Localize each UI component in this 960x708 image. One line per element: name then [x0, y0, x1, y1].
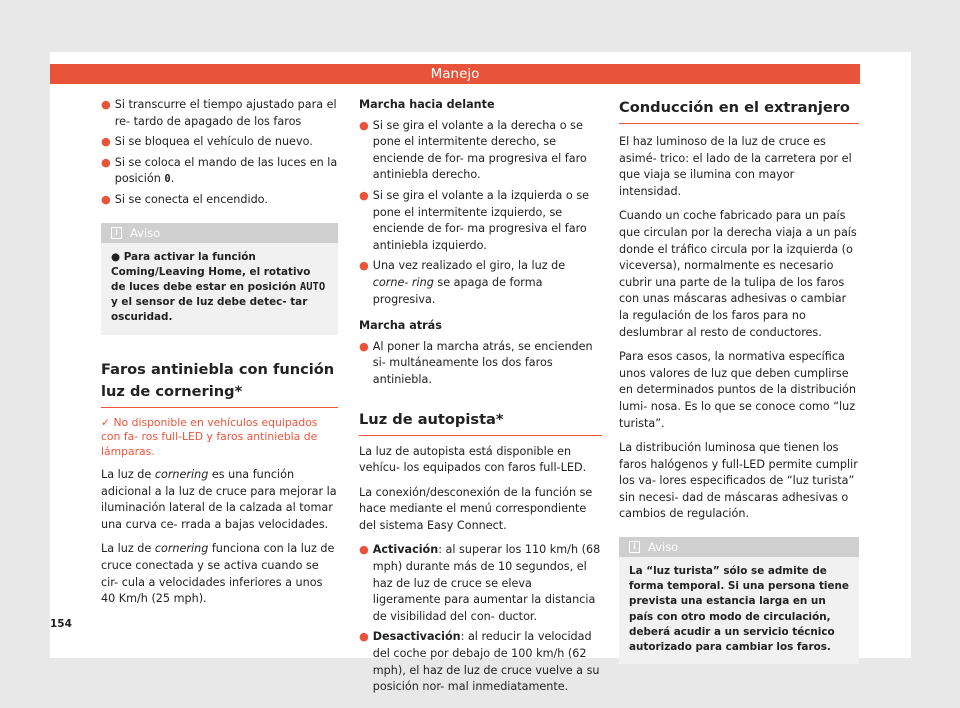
- notice-text: La “luz turista” sólo se admite de forma temporal. Si una persona tiene prevista una estancia larga en un país con otro modo de circulación, deberá acudir a un servicio técnico autorizado para cambiar los faros.: [629, 565, 849, 654]
- switch-position-symbol: 0: [164, 173, 171, 186]
- bullet-icon: ●: [101, 135, 111, 149]
- list-item: ● Activación: al superar los 110 km/h (68 mph) durante más de 10 segundos, el haz de luz de cruce se eleva ligeramente para aumentar la distancia de visibilidad del con- ductor.: [359, 542, 602, 625]
- paragraph: La luz de cornering es una función adicional a la luz de cruce para mejorar la iluminación lateral de la calzada al tomar una curva ce- rrada a bajas velocidades.: [101, 468, 337, 531]
- section-heading: Luz de autopista*: [359, 409, 602, 436]
- notice-text: ● Para activar la función Coming/Leaving Home, el rotativo de luces debe estar en posición AUTO y el sensor de luz debe detec- tar oscuridad.: [111, 250, 326, 324]
- column-3: [619, 97, 859, 664]
- bullet-icon: ●: [359, 339, 369, 353]
- bullet-icon: ●: [359, 630, 369, 644]
- section-heading: Conducción en el extranjero: [619, 97, 859, 124]
- list-item: ● Si transcurre el tiempo ajustado para el re- tardo de apagado de los faros: [101, 97, 338, 130]
- bullet-icon: ●: [359, 259, 369, 273]
- column-2: [359, 97, 602, 700]
- paragraph: La luz de cornering funciona con la luz de cruce conectada y se activa cuando se cir- cula a velocidades inferiores a unos 40 Km/h (25 mph).: [101, 542, 335, 606]
- list-item: ● Si se gira el volante a la derecha o se pone el intermitente derecho, se enciende de for- ma progresiva el faro antiniebla derecho.: [359, 118, 602, 184]
- list-item: ● Al poner la marcha atrás, se encienden si- multáneamente los dos faros antiniebla.: [359, 339, 602, 389]
- paragraph: La luz de autopista está disponible en vehícu- los equipados con faros full-LED.: [359, 444, 587, 475]
- bullet-icon: ●: [359, 188, 369, 202]
- list-item: ● Si se conecta el encendido.: [101, 192, 338, 209]
- list-item: ● Una vez realizado el giro, la luz de corne- ring se apaga de forma progresiva.: [359, 258, 602, 308]
- availability-note: ✓ No disponible en vehículos equipados con fa- ros full-LED y faros antiniebla de lámparas.: [101, 415, 318, 458]
- list-item: ● Si se bloquea el vehículo de nuevo.: [101, 134, 338, 151]
- notice-box: [101, 223, 338, 335]
- list-item: ● Si se gira el volante a la izquierda o se pone el intermitente izquierdo, se enciende de for- ma progresiva el faro antiniebla izquierdo.: [359, 188, 602, 254]
- list-item: ● Desactivación: al reducir la velocidad del coche por debajo de 100 km/h (62 mph), el haz de luz de cruce vuelve a su posición nor- mal inmediatamente.: [359, 629, 602, 695]
- notice-header: i Aviso: [101, 223, 338, 243]
- bullet-icon: ●: [359, 118, 369, 132]
- info-icon: i: [111, 227, 122, 239]
- section-heading: Faros antiniebla con función luz de cornering*: [101, 359, 338, 408]
- paragraph: La conexión/desconexión de la función se hace mediante el menú correspondiente del sistema Easy Connect.: [359, 485, 593, 532]
- column-1: [101, 97, 338, 616]
- bullet-icon: ●: [101, 98, 111, 111]
- bullet-icon: ●: [111, 250, 121, 263]
- subheading: Marcha hacia delante: [359, 98, 495, 111]
- notice-box: [619, 537, 859, 664]
- bullet-icon: ●: [101, 192, 111, 206]
- section-title: Manejo: [430, 66, 480, 82]
- paragraph: Para esos casos, la normativa específica unos valores de luz que deben cumplirse en determinados puntos de la distribución lumi- nosa. Es lo que se conoce como “luz turista”.: [619, 350, 856, 430]
- section-header: [50, 64, 860, 84]
- paragraph: Cuando un coche fabricado para un país que circulan por la derecha viaja a un país donde el tráfico circula por la izquierda (o viceversa), normalmente es necesario cubrir una parte de la tulipa de los faros con unas máscaras adhesivas o cambiar la regulación de los faros para no deslumbrar al resto de conductores.: [619, 209, 857, 339]
- page-number: 154: [50, 618, 72, 630]
- list-item: ● Si se coloca el mando de las luces en la posición 0.: [101, 155, 338, 188]
- bullet-icon: ●: [101, 155, 111, 169]
- notice-header: i Aviso: [619, 537, 859, 557]
- subheading: Marcha atrás: [359, 319, 442, 333]
- paragraph: El haz luminoso de la luz de cruce es asimé- trico: el lado de la carretera por el que viaja se ilumina con mayor intensidad.: [619, 135, 852, 198]
- info-icon: i: [629, 541, 640, 553]
- paragraph: La distribución luminosa que tienen los faros halógenos y full-LED permite cumplir los va- lores especificados de “luz turista” sin necesi- dad de máscaras adhesivas o cambios de regulación.: [619, 441, 858, 521]
- bullet-icon: ●: [359, 543, 369, 557]
- switch-position-symbol: AUTO: [299, 280, 326, 293]
